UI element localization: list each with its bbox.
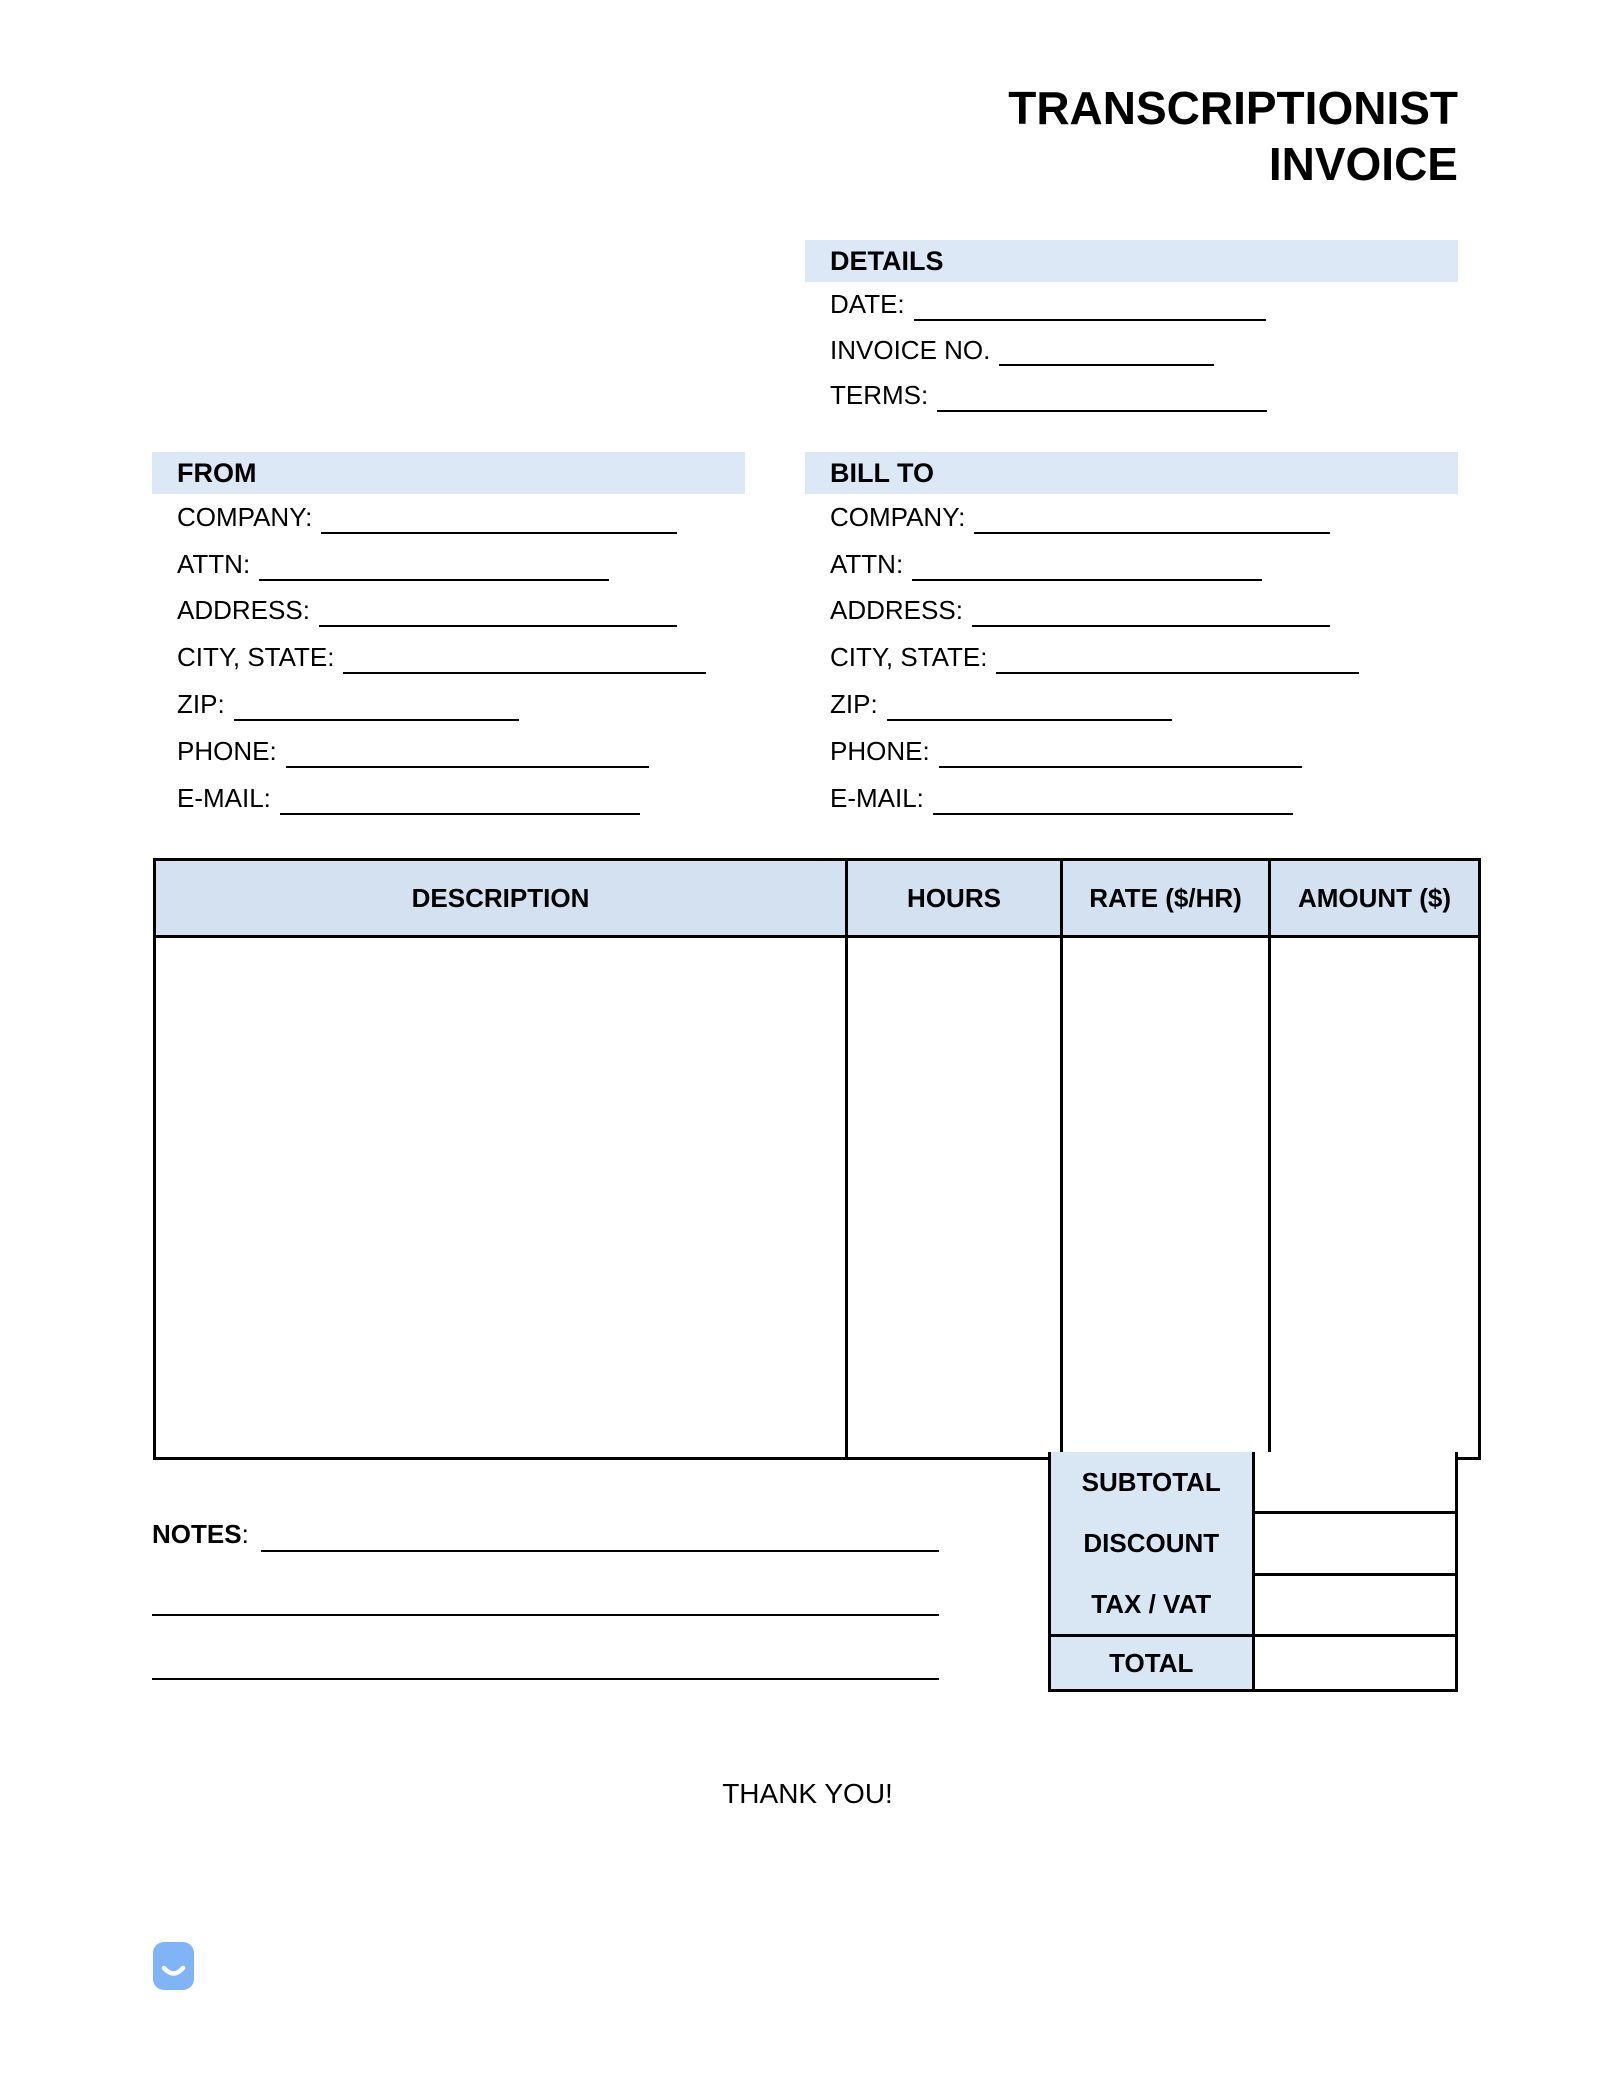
from-blank-line-zip [234, 719, 519, 721]
from-label-address: ADDRESS: [177, 595, 310, 626]
line-item-cell-description [155, 937, 847, 1459]
line-items-table [153, 858, 1481, 1460]
page-title-line1: TRANSCRIPTIONIST [1008, 82, 1458, 134]
from-label-company: COMPANY: [177, 501, 313, 532]
from-blank-line-attn [259, 579, 609, 581]
bill-to-heading: BILL TO [830, 457, 935, 488]
details-label-date: DATE: [830, 289, 905, 320]
notes-blank-line-3 [152, 1616, 939, 1680]
subtotal-value [1253, 1452, 1457, 1513]
line-items-body-row [155, 937, 1480, 1459]
totals-table [1048, 1452, 1458, 1692]
notes-label: NOTES: [152, 1518, 249, 1549]
notes-section [152, 1511, 939, 1680]
totals-row-subtotal [1050, 1452, 1457, 1513]
column-header-hours: HOURS [847, 860, 1062, 937]
details-blank-line-invoice-no [999, 364, 1214, 366]
bill-to-section-header [805, 452, 1458, 494]
from-label-city-state: CITY, STATE: [177, 642, 335, 673]
from-label-zip: ZIP: [177, 689, 225, 720]
bill-to-fields [805, 494, 1458, 822]
from-label-attn: ATTN: [177, 548, 251, 579]
bill-to-field-company [830, 494, 1458, 541]
bill-to-blank-line-attn [912, 579, 1262, 581]
from-blank-line-phone [286, 766, 649, 768]
details-field-terms [830, 373, 1458, 419]
smile-logo-icon [153, 1942, 194, 1990]
bill-to-blank-line-company [974, 532, 1330, 534]
page-title [1008, 80, 1458, 192]
details-label-terms: TERMS: [830, 380, 929, 411]
details-blank-line-terms [937, 410, 1267, 412]
from-field-zip [177, 681, 745, 728]
bill-to-label-e-mail: E-MAIL: [830, 782, 924, 813]
bill-to-field-address [830, 588, 1458, 635]
from-section-header [152, 452, 745, 494]
column-header-rate-hr: RATE ($/HR) [1062, 860, 1270, 937]
details-section-header [805, 240, 1458, 282]
totals-row-tax-vat [1050, 1575, 1457, 1636]
notes-blank-line-1 [261, 1550, 939, 1552]
details-blank-line-date [914, 319, 1266, 321]
from-field-address [177, 588, 745, 635]
details-field-date [830, 282, 1458, 328]
details-field-invoice-no [830, 328, 1458, 374]
tax-vat-label: TAX / VAT [1050, 1575, 1254, 1636]
details-fields [805, 282, 1458, 419]
bill-to-field-phone [830, 728, 1458, 775]
line-item-cell-rate [1062, 937, 1270, 1459]
bill-to-field-zip [830, 681, 1458, 728]
from-heading: FROM [177, 457, 257, 488]
from-label-phone: PHONE: [177, 735, 277, 766]
from-field-phone [177, 728, 745, 775]
bill-to-label-address: ADDRESS: [830, 595, 963, 626]
bill-to-blank-line-address [972, 625, 1330, 627]
from-field-company [177, 494, 745, 541]
bill-to-blank-line-phone [939, 766, 1302, 768]
bill-to-label-zip: ZIP: [830, 689, 878, 720]
column-header-description: DESCRIPTION [155, 860, 847, 937]
bill-to-field-e-mail [830, 775, 1458, 822]
from-field-attn [177, 541, 745, 588]
details-label-invoice-no: INVOICE NO. [830, 334, 991, 365]
bill-to-section [805, 452, 1458, 822]
from-field-city-state [177, 634, 745, 681]
bill-to-label-company: COMPANY: [830, 501, 966, 532]
thank-you-text: THANK YOU! [722, 1778, 893, 1809]
line-item-cell-hours [847, 937, 1062, 1459]
bill-to-blank-line-city-state [996, 672, 1359, 674]
notes-row [152, 1511, 939, 1557]
details-section [805, 240, 1458, 419]
from-label-e-mail: E-MAIL: [177, 782, 271, 813]
from-blank-line-address [319, 625, 677, 627]
bill-to-blank-line-zip [887, 719, 1172, 721]
bill-to-label-attn: ATTN: [830, 548, 904, 579]
from-section [152, 452, 745, 822]
bill-to-field-attn [830, 541, 1458, 588]
subtotal-label: SUBTOTAL [1050, 1452, 1254, 1513]
from-blank-line-e-mail [280, 813, 640, 815]
bill-to-label-city-state: CITY, STATE: [830, 642, 988, 673]
totals-row-discount [1050, 1513, 1457, 1575]
total-label: TOTAL [1050, 1636, 1254, 1691]
from-blank-line-company [321, 532, 677, 534]
column-header-amount: AMOUNT ($) [1270, 860, 1480, 937]
tax-vat-value [1253, 1575, 1457, 1636]
discount-label: DISCOUNT [1050, 1513, 1254, 1575]
line-item-cell-amount [1270, 937, 1480, 1459]
line-items-header-row [155, 860, 1480, 937]
bill-to-field-city-state [830, 634, 1458, 681]
bill-to-blank-line-e-mail [933, 813, 1293, 815]
bill-to-label-phone: PHONE: [830, 735, 930, 766]
from-fields [152, 494, 745, 822]
smile-logo-background [153, 1942, 194, 1990]
total-value [1253, 1636, 1457, 1691]
notes-blank-line-2 [152, 1557, 939, 1616]
totals-row-total [1050, 1636, 1457, 1691]
page-title-line2: INVOICE [1268, 138, 1458, 190]
discount-value [1253, 1513, 1457, 1575]
from-blank-line-city-state [343, 672, 706, 674]
details-heading: DETAILS [830, 245, 944, 276]
from-field-e-mail [177, 775, 745, 822]
